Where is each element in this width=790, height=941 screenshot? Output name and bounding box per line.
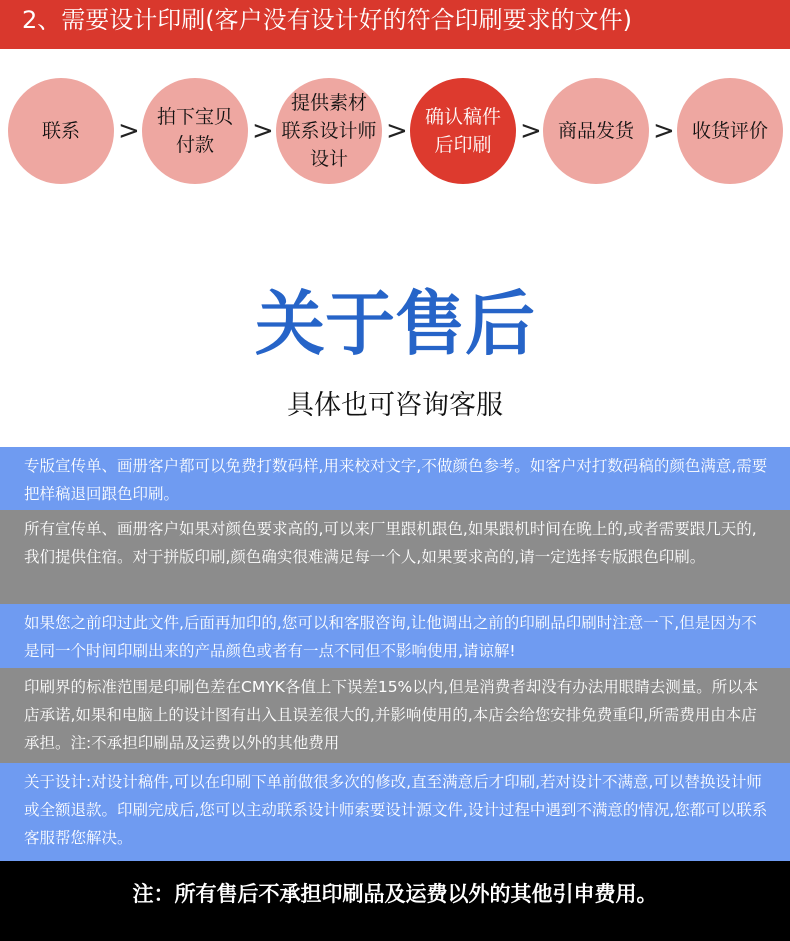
footer-note — [0, 861, 790, 941]
step-label: 商品发货 — [557, 120, 634, 142]
after-sales-subtitle: 具体也可咨询客服 — [287, 390, 503, 421]
step-arrow-icon: > — [118, 116, 140, 146]
notice-text: 如果您之前印过此文件,后面再加印的,您可以和客服咨询,让他调出之前的印刷品印刷时注意一下,但是因为不是同一个时间印刷出来的产品颜色或者有一点不同但不影响使用,请谅解! — [24, 614, 757, 660]
step-label: 确认稿件 后印刷 — [424, 106, 501, 156]
notice-text: 关于设计:对设计稿件,可以在印刷下单前做很多次的修改,直至满意后才印刷,若对设计不满意,可以替换设计师或全额退款。印刷完成后,您可以主动联系设计师索要设计源文件,设计过程中遇到不满意的情况,您都可以联系客服帮您解决。 — [24, 773, 768, 847]
step-arrow-icon: > — [386, 116, 408, 146]
footer-note-text: 注：所有售后不承担印刷品及运费以外的其他引申费用。 — [132, 882, 658, 906]
step-label: 拍下宝贝 付款 — [156, 106, 233, 156]
top-banner-text: 2、需要设计印刷(客户没有设计好的符合印刷要求的文件) — [22, 6, 632, 34]
notice-reprint — [0, 604, 790, 668]
step-review — [677, 78, 783, 184]
step-label: 联系 — [41, 120, 80, 142]
process-flow — [0, 78, 790, 188]
step-arrow-icon: > — [252, 116, 274, 146]
top-banner — [0, 0, 790, 49]
step-ship — [543, 78, 649, 184]
notice-color-matching — [0, 510, 790, 604]
step-contact — [8, 78, 114, 184]
notice-color-tolerance — [0, 668, 790, 763]
after-sales-title: 关于售后 — [255, 283, 535, 365]
notice-text: 所有宣传单、画册客户如果对颜色要求高的,可以来厂里跟机跟色,如果跟机时间在晚上的,或者需要跟几天的,我们提供住宿。对于拼版印刷,颜色确实很难满足每一个人,如果要求高的,请一定选择专版跟色印刷。 — [24, 520, 757, 566]
step-order-pay — [142, 78, 248, 184]
notice-design — [0, 763, 790, 861]
step-arrow-icon: > — [653, 116, 675, 146]
notice-text: 印刷界的标准范围是印刷色差在CMYK各值上下误差15%以内,但是消费者却没有办法用眼睛去测量。所以本店承诺,如果和电脑上的设计图有出入且误差很大的,并影响使用的,本店会给您安排免费重印,所需费用由本店承担。注:不承担印刷品及运费以外的其他费用 — [24, 678, 759, 752]
step-label: 提供素材 联系设计师 设计 — [281, 92, 377, 170]
notice-proof-sample — [0, 447, 790, 510]
notice-text: 专版宣传单、画册客户都可以免费打数码样,用来校对文字,不做颜色参考。如客户对打数码稿的颜色满意,需要把样稿退回跟色印刷。 — [24, 457, 768, 503]
step-confirm-print — [410, 78, 516, 184]
step-label: 收货评价 — [691, 120, 768, 142]
step-provide-materials — [276, 78, 382, 184]
step-arrow-icon: > — [520, 116, 542, 146]
notice-list — [0, 447, 790, 861]
